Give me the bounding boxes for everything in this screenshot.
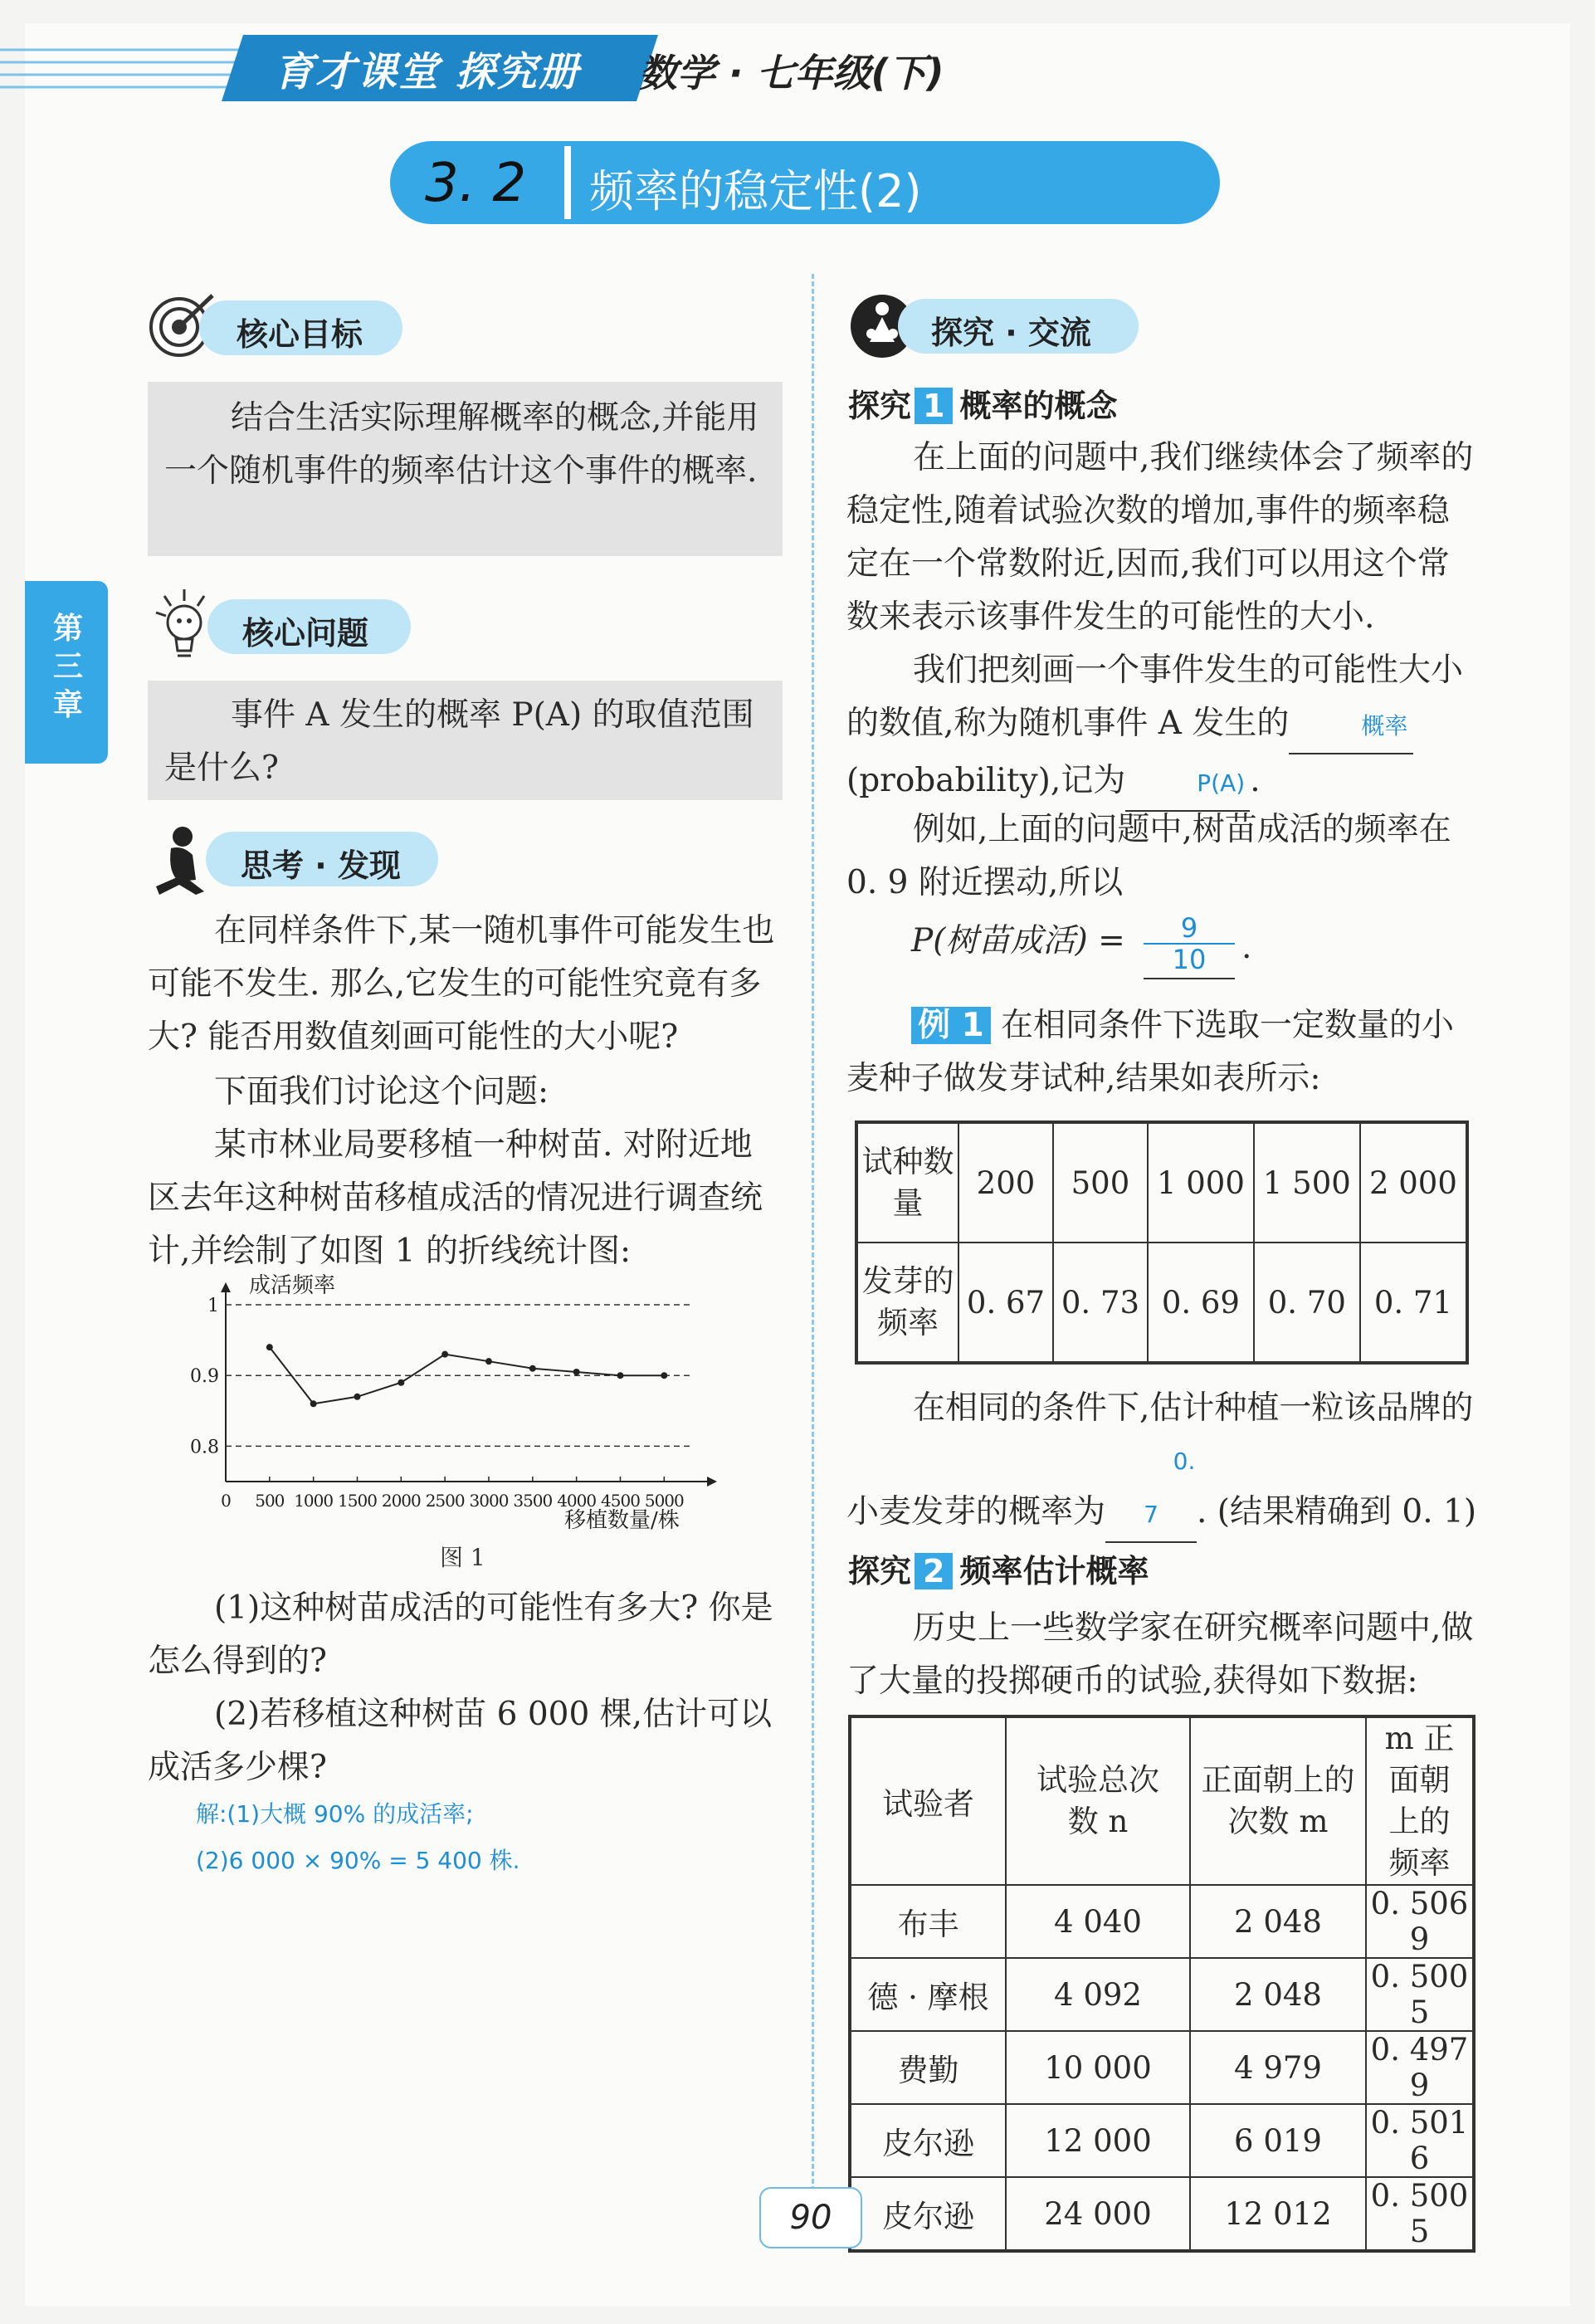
table-row [850, 2104, 1474, 2177]
explore-2-paragraph: 历史上一些数学家在研究概率问题中,做了大量的投掷硬币的试验,获得如下数据: [846, 1609, 1474, 1700]
table-cell: 0. 73 [1053, 1243, 1148, 1363]
x-tick-label: 3500 [513, 1491, 553, 1511]
x-tick-label: 1000 [294, 1491, 334, 1511]
table-row [850, 2031, 1474, 2104]
title-separator [564, 146, 571, 219]
definition-text: 我们把刻画一个事件发生的可能性大小的数值,称为随机事件 A 发生的 [846, 652, 1464, 742]
x-tick-label: 500 [255, 1491, 285, 1511]
y-axis-arrow [221, 1282, 231, 1292]
table-cell: 4 092 [1006, 1958, 1190, 2031]
x-tick-label: 1500 [338, 1491, 377, 1511]
definition-end: . [1250, 762, 1261, 799]
data-point [310, 1400, 317, 1407]
x-tick-label: 0 [221, 1491, 231, 1511]
x-axis-arrow [707, 1477, 717, 1487]
think-tag-label: 思考 · 发现 [241, 847, 401, 884]
explore-1-label: 探究 [848, 388, 912, 424]
header-cell: 试验者 [850, 1716, 1006, 1885]
table-cell: 12 012 [1190, 2177, 1366, 2251]
question-2: (2)若移植这种树苗 6 000 棵,估计可以成活多少棵? [148, 1696, 773, 1786]
y-tick-label: 0.8 [190, 1437, 219, 1458]
table-cell: 10 000 [1006, 2031, 1190, 2104]
header-cell: 试验总次数 n [1006, 1716, 1190, 1885]
data-point [441, 1351, 448, 1358]
x-tick-label: 4500 [601, 1491, 640, 1511]
explore-1-paragraph-2 [846, 644, 1477, 812]
explore-1-header [848, 380, 1117, 426]
question-tag-label: 核心问题 [242, 615, 369, 652]
definition-blank-2: P(A) [1125, 757, 1250, 812]
example-1-conclusion [846, 1382, 1477, 1543]
example-1-label: 例 1 [911, 1007, 991, 1044]
column-divider [812, 274, 814, 2191]
goal-tag-label: 核心目标 [237, 316, 363, 353]
fraction-denominator: 10 [1144, 943, 1235, 974]
table-cell: 皮尔逊 [850, 2104, 1006, 2177]
fraction-numerator: 9 [1180, 912, 1198, 944]
x-tick-label: 4000 [557, 1491, 597, 1511]
probability-formula [911, 915, 1125, 968]
table-cell: 6 019 [1190, 2104, 1366, 2177]
section-title: 频率的稳定性(2) [589, 165, 922, 217]
table-cell: 2 048 [1190, 1885, 1366, 1958]
table-cell: 0. 71 [1360, 1243, 1467, 1363]
answer-line-1: 解:(1)大概 90% 的成活率; [196, 1800, 474, 1828]
definition-blank-1: 概率 [1289, 700, 1413, 754]
table-cell: 费勤 [850, 2031, 1006, 2104]
explore-1-title: 概率的概念 [959, 388, 1118, 424]
goal-text: 结合生活实际理解概率的概念,并能用一个随机事件的频率估计这个事件的概率. [164, 399, 759, 490]
header-series: 育才课堂 探究册 [274, 49, 580, 95]
table-cell: 0. 500 5 [1366, 1958, 1474, 2031]
conclusion-text: 在相同的条件下,估计种植一粒该品牌的小麦发芽的概率为 [846, 1389, 1474, 1531]
think-paragraph-3: 某市林业局要移植一种树苗. 对附近地区去年这种树苗移植成活的情况进行调查统计,并绘制了如图 1 的折线统计图: [148, 1126, 763, 1270]
data-point [661, 1372, 667, 1379]
explore-2-header [848, 1545, 1149, 1591]
explore-2-number: 2 [915, 1553, 953, 1589]
chart-xlabel: 移植数量/株 [564, 1508, 680, 1533]
question-1: (1)这种树苗成活的可能性有多大? 你是怎么得到的? [148, 1589, 773, 1680]
row-head-count: 试种数量 [856, 1122, 958, 1243]
data-point [529, 1365, 536, 1372]
coin-toss-table [848, 1715, 1475, 2253]
section-number: 3. 2 [425, 153, 527, 214]
formula-end: . [1241, 929, 1252, 966]
x-tick-label: 3000 [469, 1491, 509, 1511]
table-cell: 0. 497 9 [1366, 2031, 1474, 2104]
conclusion-blank: 0. 7 [1105, 1435, 1197, 1543]
data-point [266, 1344, 273, 1350]
table-cell: 0. 506 9 [1366, 1885, 1474, 1958]
data-point [354, 1394, 360, 1400]
table-row [850, 2177, 1474, 2251]
table-cell: 4 040 [1006, 1885, 1190, 1958]
data-point [398, 1379, 404, 1386]
table-cell: 4 979 [1190, 2031, 1366, 2104]
x-tick-label: 2500 [425, 1491, 465, 1511]
fraction-blank-line [1144, 978, 1235, 979]
table-header-row [850, 1716, 1474, 1885]
data-point [485, 1358, 492, 1365]
table-cell: 2 048 [1190, 1958, 1366, 2031]
x-tick-label: 2000 [381, 1491, 421, 1511]
question-text: 事件 A 发生的概率 P(A) 的取值范围是什么? [164, 696, 754, 787]
formula-lhs: P(树苗成活) = [911, 922, 1125, 959]
data-point [573, 1369, 580, 1375]
table-cell: 12 000 [1006, 2104, 1190, 2177]
x-tick-label: 5000 [644, 1491, 684, 1511]
table-cell: 200 [958, 1122, 1053, 1243]
y-tick-label: 1 [207, 1296, 219, 1317]
explore-tag-label: 探究 · 交流 [931, 315, 1091, 351]
table-cell: 0. 69 [1148, 1243, 1254, 1363]
table-cell: 德 · 摩根 [850, 1958, 1006, 2031]
table-row [856, 1243, 1467, 1363]
table-row [850, 1885, 1474, 1958]
chart-ylabel: 成活频率 [249, 1274, 336, 1298]
table-cell: 皮尔逊 [850, 2177, 1006, 2251]
y-tick-label: 0.9 [190, 1366, 219, 1388]
answer-line-2: (2)6 000 × 90% = 5 400 株. [196, 1847, 520, 1874]
table-cell: 500 [1053, 1122, 1148, 1243]
table-row [856, 1122, 1467, 1243]
germination-table [855, 1120, 1469, 1365]
table-cell: 0. 501 6 [1366, 2104, 1474, 2177]
table-cell: 布丰 [850, 1885, 1006, 1958]
header-subject: 数学 · 七年级(下) [639, 51, 944, 95]
definition-text-2: (probability),记为 [846, 762, 1126, 799]
table-cell: 0. 67 [958, 1243, 1053, 1363]
row-head-rate: 发芽的频率 [856, 1243, 958, 1363]
formula-fraction [1144, 913, 1235, 979]
table-cell: 2 000 [1360, 1122, 1467, 1243]
table-cell: 0. 70 [1254, 1243, 1360, 1363]
table-cell: 24 000 [1006, 2177, 1190, 2251]
table-cell: 1 000 [1148, 1122, 1254, 1243]
line-chart [166, 1274, 730, 1540]
figure-caption: 图 1 [440, 1544, 485, 1571]
data-point [617, 1372, 623, 1379]
explore-2-title: 频率估计概率 [959, 1553, 1149, 1589]
explore-2-label: 探究 [848, 1553, 912, 1589]
header-cell: m 正面朝上的频率 [1366, 1716, 1474, 1885]
conclusion-end: . (结果精确到 0. 1) [1197, 1493, 1477, 1531]
explore-1-paragraph-3: 例如,上面的问题中,树苗成活的频率在 0. 9 附近摆动,所以 [846, 811, 1451, 901]
table-cell: 0. 500 5 [1366, 2177, 1474, 2251]
think-paragraph-2: 下面我们讨论这个问题: [214, 1073, 549, 1111]
table-cell: 1 500 [1254, 1122, 1360, 1243]
table-row [850, 1958, 1474, 2031]
page-number: 90 [759, 2187, 862, 2248]
chapter-label: 第三章 [52, 612, 83, 722]
explore-1-number: 1 [915, 388, 953, 424]
example-1-text: 在相同条件下选取一定数量的小麦种子做发芽试种,结果如表所示: [846, 1007, 1455, 1097]
header-cell: 正面朝上的次数 m [1190, 1716, 1366, 1885]
think-paragraph-1: 在同样条件下,某一随机事件可能发生也可能不发生. 那么,它发生的可能性究竟有多大? 能否用数值刻画可能性的大小呢? [148, 912, 775, 1056]
explore-1-paragraph-1: 在上面的问题中,我们继续体会了频率的稳定性,随着试验次数的增加,事件的频率稳定在一个常数附近,因而,我们可以用这个常数来表示该事件发生的可能性的大小. [846, 439, 1474, 636]
